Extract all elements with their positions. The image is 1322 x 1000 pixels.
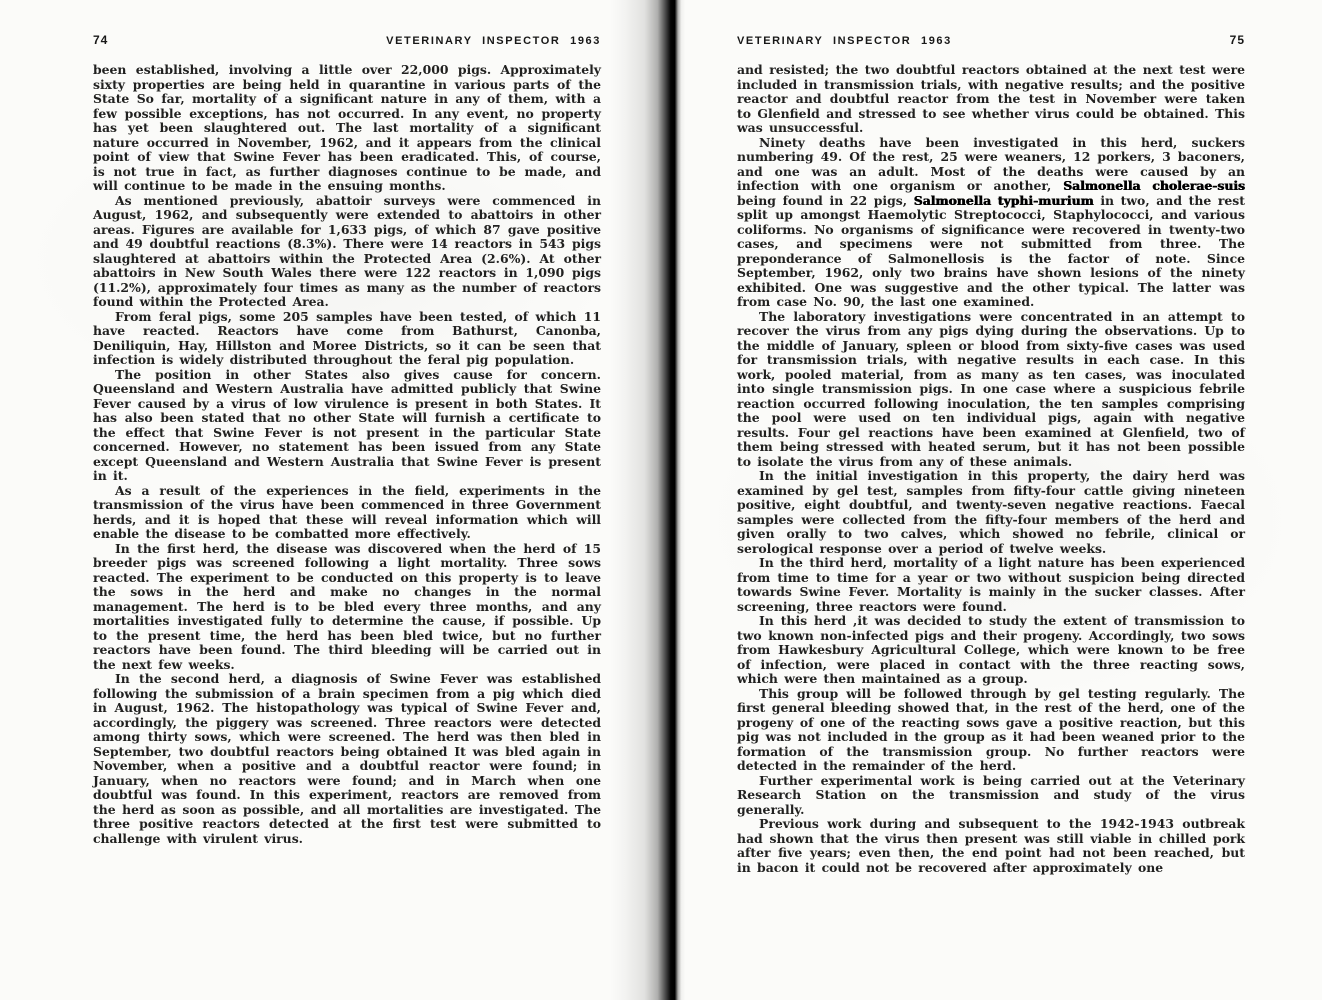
paragraph <box>737 136 1245 310</box>
paragraph-text: been established, involving a little over 22,000 pigs. Approximately sixty properties are being held in quarantine in various parts of the State So far, mortality of a significant nature in any of them, with a few possible exceptions, has not occurred. In any event, no property has yet been slaughtered out. The last mortality of a significant nature occurred in November, 1962, and it appears from the clinical point of view that Swine Fever has been eradicated. This, of course, is not true in fact, as further diagnoses continue to be made, and will continue to be made in the ensuing months. <box>93 62 601 193</box>
paragraph-text: In the first herd, the disease was discovered when the herd of 15 breeder pigs was screened following a light mortality. Three sows reacted. The experiment to be conducted on this property is to leave the sows in the herd and make no changes in the normal management. The herd is to be bled every three months, and any mortalities investigated fully to determine the cause, if possible. Up to the present time, the herd has been bled twice, but no further reactors have been found. The third bleeding will be carried out in the next few weeks. <box>93 540 601 672</box>
paragraph <box>737 556 1245 614</box>
page-number-right: 75 <box>1229 33 1245 47</box>
paragraph-text: This group will be followed through by gel testing regularly. The first general bleeding showed that, in the rest of the herd, one of the progeny of one of the reacting sows gave a positive reaction, but this pig was not included in the group as it had been weaned prior to the formation of the transmission group. No further reactors were detected in the remainder of the herd. <box>737 685 1245 773</box>
paragraph-text: As mentioned previously, abattoir surveys were commenced in August, 1962, and subsequently were extended to abattoirs in other areas. Figures are available for 1,633 pigs, of which 87 gave positive and 49 doubtful reactions (8.3%). There were 14 reactors in 543 pigs slaughtered at abattoirs within the Protected Area (2.6%). At other abattoirs in New South Wales there were 122 reactors in 1,090 pigs (11.2%), approximately four times as many as the number of reactors found within the Protected Area. <box>93 192 601 309</box>
paragraph <box>737 63 1245 136</box>
bold-species-name: Salmonella typhi-murium <box>913 192 1094 208</box>
paragraph-text: and resisted; the two doubtful reactors obtained at the next test were included in transmission trials, with negative results; and the positive reactor and doubtful reactor from the test in November were taken to Glenfield and stressed to see whether virus could be obtained. This was unsuccessful. <box>737 62 1245 135</box>
paragraph <box>93 310 601 368</box>
paragraph <box>93 194 601 310</box>
paragraph-text: in two, and the rest split up amongst Haemolytic Streptococci, Staphylococci, and various coliforms. No organisms of significance were recovered in twenty-two cases, and specimens were not submitted from three. The preponderance of Salmonellosis is the factor of note. Since September, 1962, only two brains have shown lesions of the ninety exhibited. One was suggestive and the other typical. The latter was from case No. 90, the last one examined. <box>737 192 1245 309</box>
page-75-body <box>737 63 1245 875</box>
paragraph-text: The laboratory investigations were concentrated in an attempt to recover the virus from any pigs dying during the observations. Up to the middle of January, spleen or blood from sixty-five cases was used for transmission trials, with negative results in each case. In this work, pooled material, from as many as ten cases, was inoculated into single transmission pigs. In one case where a suspicious febrile reaction occurred following inoculation, the ten samples comprising the pool were used on ten individual pigs, again with negative results. Four gel reactions have been examined at Glenfield, two of them being stressed with heated serum, but it has not been possible to isolate the virus from any of these animals. <box>737 308 1245 469</box>
bold-species-name: Salmonella cholerae-suis <box>1063 178 1245 193</box>
page-75 <box>737 33 1245 875</box>
paragraph-text: In the initial investigation in this property, the dairy herd was examined by gel test, samples from fifty-four cattle giving nineteen positive, eight doubtful, and twenty-seven negative reactions. Faecal samples were collected from the fifty-four members of the herd and given orally to two calves, which showed no febrile, clinical or serological response over a period of twelve weeks. <box>737 468 1245 556</box>
paragraph <box>737 469 1245 556</box>
paragraph-text: In the third herd, mortality of a light nature has been experienced from time to time for a year or two without suspicion being directed towards Swine Fever. Mortality is mainly in the sucker classes. After screening, three reactors were found. <box>737 555 1245 614</box>
running-title-left: VETERINARY INSPECTOR 1963 <box>386 35 601 47</box>
paragraph <box>737 310 1245 470</box>
paragraph-text: being found in 22 pigs, <box>737 192 914 208</box>
paragraph-text: As a result of the experiences in the field, experiments in the transmission of the virus have been commenced in three Government herds, and it is hoped that these will reveal information which will enable the disease to be combatted more effectively. <box>93 482 601 541</box>
paragraph <box>93 63 601 194</box>
page-74-body <box>93 63 601 846</box>
running-title-right: VETERINARY INSPECTOR 1963 <box>737 35 952 47</box>
paragraph <box>93 672 601 846</box>
page-74 <box>93 33 601 846</box>
paragraph-text: Previous work during and subsequent to the 1942-1943 outbreak had shown that the virus then present was still viable in chilled pork after five years; even then, the end point had not been reached, but in bacon it could not be recovered after approximately one <box>737 816 1245 875</box>
paragraph <box>737 687 1245 774</box>
paragraph-text: The position in other States also gives cause for concern. Queensland and Western Australia have admitted publicly that Swine Fever caused by a virus of low virulence is present in both States. It has also been stated that no other State will furnish a certificate to the effect that Swine Fever is not present in the particular State concerned. However, no statement has been issued from any State except Queensland and Western Australia that Swine Fever is present in it. <box>93 366 601 483</box>
page-74-header <box>93 33 601 47</box>
book-gutter-shadow <box>610 0 692 1000</box>
paragraph <box>93 368 601 484</box>
paragraph-text: Ninety deaths have been investigated in this herd, suckers numbering 49. Of the rest, 25 were weaners, 12 porkers, 3 baconers, and one was an adult. Most of the deaths were caused by an infection with one organism or another, <box>737 134 1245 193</box>
paragraph <box>93 484 601 542</box>
paragraph-text: Further experimental work is being carried out at the Veterinary Research Station on the transmission and study of the virus generally. <box>737 772 1245 817</box>
paragraph-text: In this herd ,it was decided to study the extent of transmission to two known non-infected pigs and their progeny. Accordingly, two sows from Hawkesbury Agricultural College, which were known to be free of infection, were placed in contact with the three reacting sows, which were then maintained as a group. <box>737 613 1245 686</box>
paragraph <box>93 542 601 673</box>
paragraph-text: From feral pigs, some 205 samples have been tested, of which 11 have reacted. Reactors have come from Bathurst, Canonba, Deniliquin, Hay, Hillston and Moree Districts, so it can be seen that infection is widely distributed throughout the feral pig population. <box>93 308 601 367</box>
paragraph <box>737 817 1245 875</box>
paragraph-text: In the second herd, a diagnosis of Swine Fever was established following the submission of a brain specimen from a pig which died in August, 1962. The histopathology was typical of Swine Fever and, accordingly, the piggery was screened. Three reactors were detected among thirty sows, which were screened. The herd was then bled in September, two doubtful reactors being obtained It was bled again in November, when a positive and a doubtful reactor were found; in January, when no reactors were found; and in March when one doubtful was found. In this experiment, reactors are removed from the herd as soon as possible, and all mortalities are investigated. The three positive reactors detected at the first test were submitted to challenge with virulent virus. <box>93 671 601 846</box>
paragraph <box>737 614 1245 687</box>
page-75-header <box>737 33 1245 47</box>
paragraph <box>737 774 1245 818</box>
page-number-left: 74 <box>93 33 109 47</box>
